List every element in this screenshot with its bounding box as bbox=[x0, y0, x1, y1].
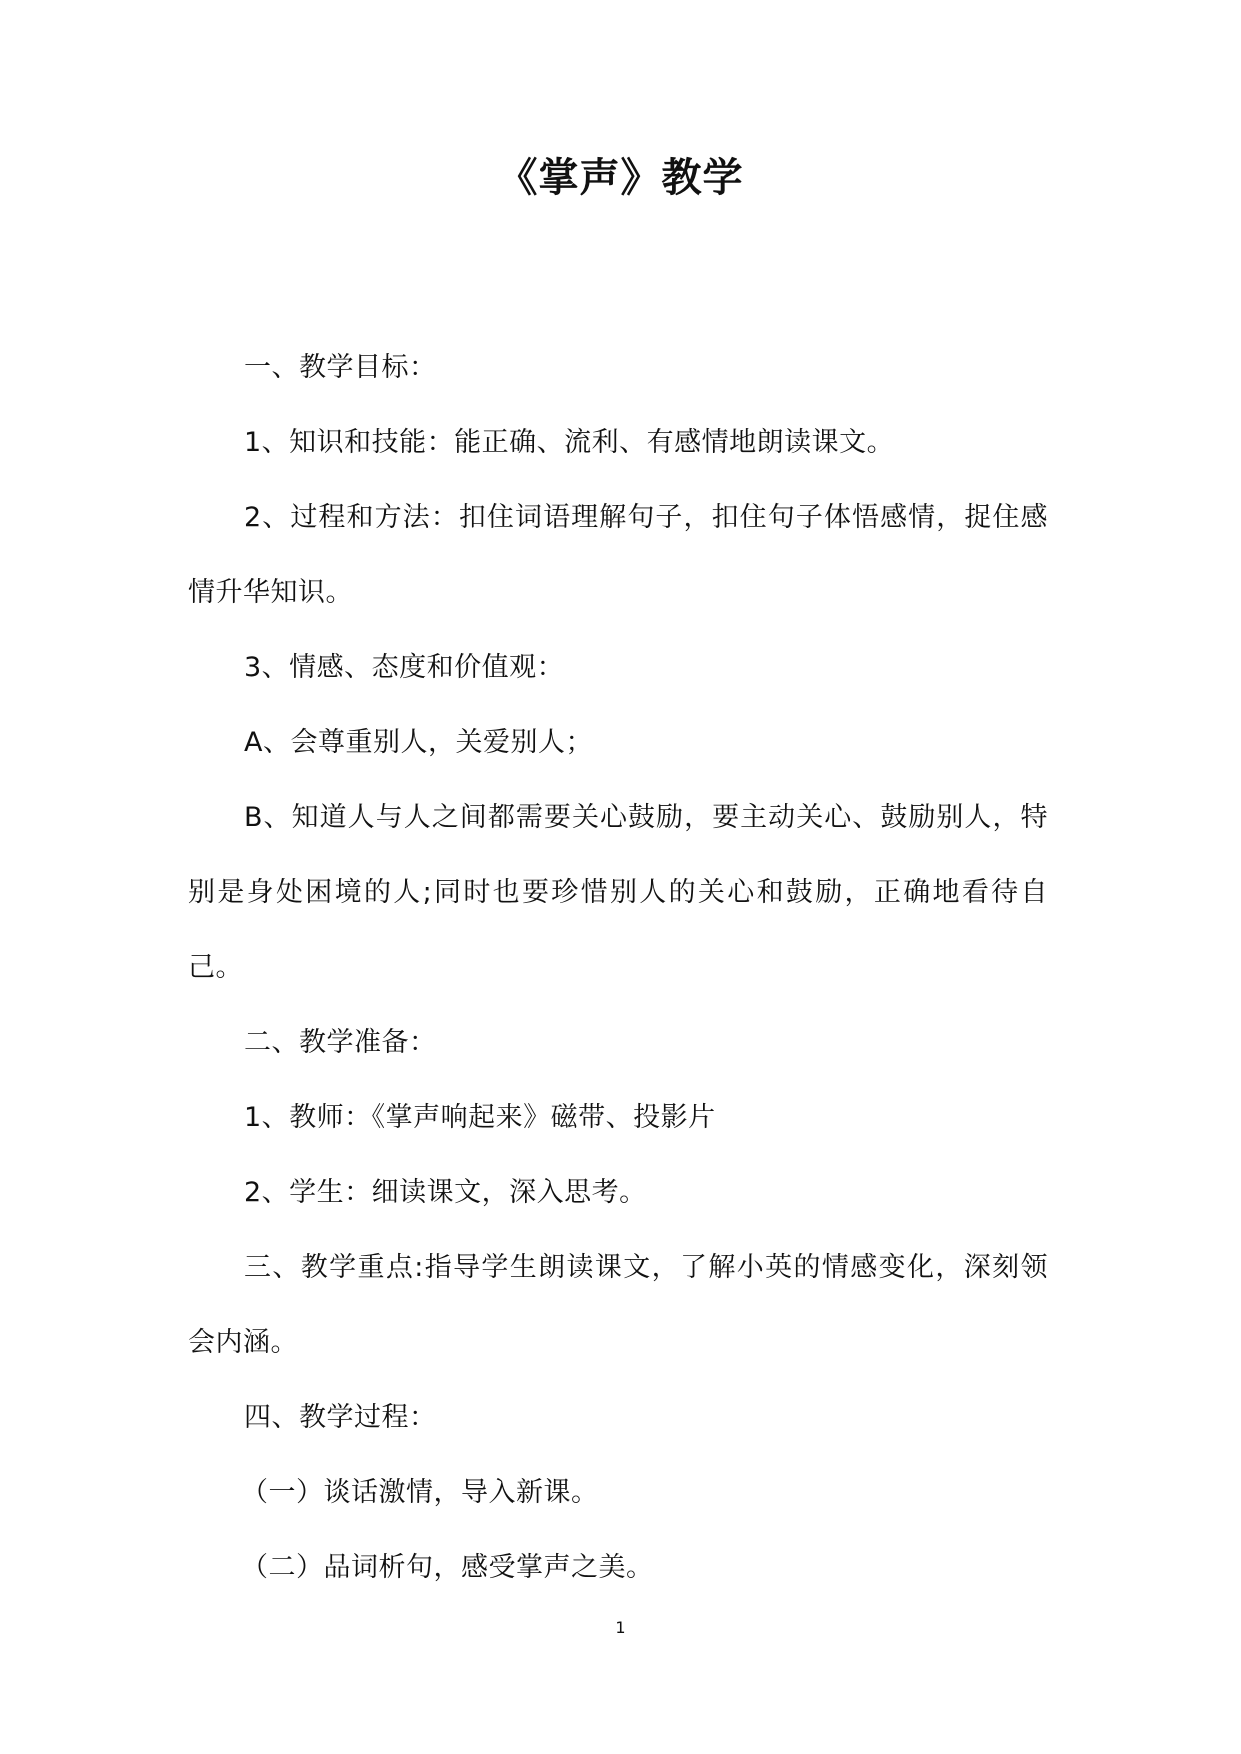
paragraph-knowledge-skills: 1、知识和技能：能正确、流利、有感情地朗读课文。 bbox=[244, 427, 895, 458]
heading-teaching-preparation: 二、教学准备： bbox=[244, 1027, 437, 1058]
paragraph-item-a: A、会尊重别人，关爱别人； bbox=[244, 727, 593, 758]
paragraph-item-b: B、知道人与人之间都需要关心鼓励，要主动关心、鼓励别人，特别是身处困境的人;同时也要珍惜别人的关心和鼓励，正确地看待自己。 bbox=[188, 802, 1048, 983]
document-title: 《掌声》教学 bbox=[497, 155, 744, 201]
paragraph-student-prep: 2、学生：细读课文，深入思考。 bbox=[244, 1177, 647, 1208]
heading-teaching-goals: 一、教学目标： bbox=[244, 352, 437, 383]
paragraph-teacher-prep: 1、教师：《掌声响起来》磁带、投影片 bbox=[244, 1102, 716, 1133]
document-body bbox=[188, 330, 1048, 1605]
heading-teaching-process: 四、教学过程： bbox=[244, 1402, 437, 1433]
paragraph-process-step-2: （二）品词析句，感受掌声之美。 bbox=[241, 1552, 654, 1583]
paragraph-process-methods: 2、过程和方法：扣住词语理解句子，扣住句子体悟感情，捉住感情升华知识。 bbox=[188, 502, 1048, 608]
heading-teaching-focus: 三、教学重点:指导学生朗读课文，了解小英的情感变化，深刻领会内涵。 bbox=[188, 1252, 1048, 1358]
paragraph-process-step-1: （一）谈话激情，导入新课。 bbox=[241, 1477, 599, 1508]
paragraph-emotion-values: 3、情感、态度和价值观： bbox=[244, 652, 565, 683]
page-number: 1 bbox=[615, 1618, 626, 1637]
